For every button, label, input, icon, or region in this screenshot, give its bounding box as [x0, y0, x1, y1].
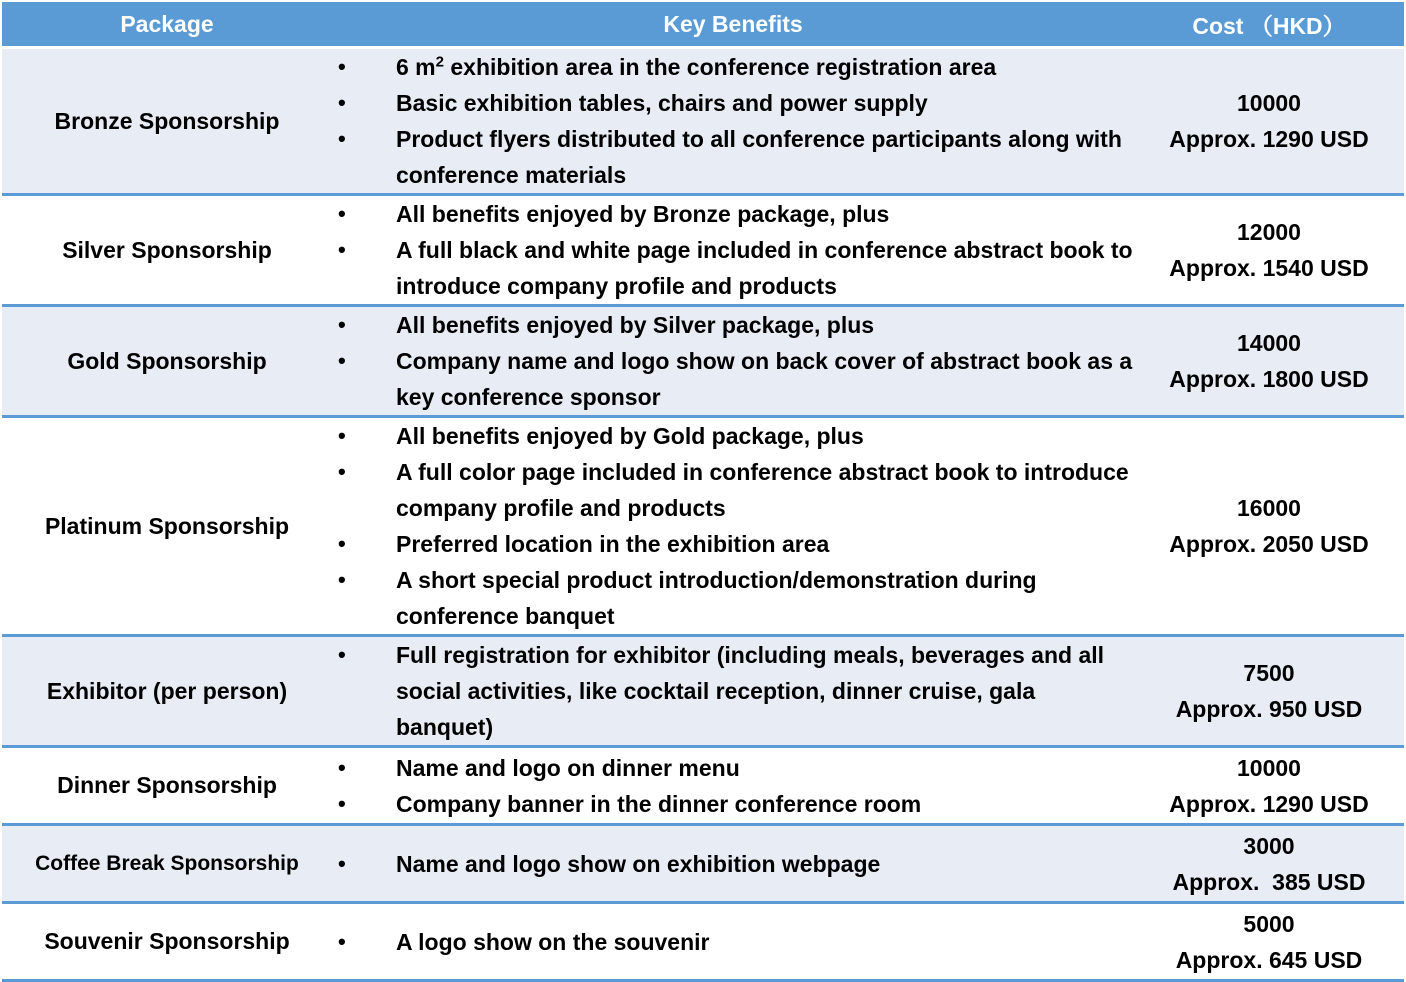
benefits-list: [332, 750, 1134, 822]
benefits-cell: [332, 417, 1134, 636]
package-name: Silver Sponsorship: [2, 195, 332, 306]
cost-usd: Approx. 1290 USD: [1169, 126, 1369, 152]
benefits-cell: [332, 747, 1134, 825]
cost-usd: Approx. 645 USD: [1175, 946, 1363, 973]
benefits-cell: [332, 48, 1134, 195]
benefit-item: • A logo show on the souvenir: [332, 924, 1134, 960]
table-row-silver: [2, 195, 1404, 306]
cost-hkd: 7500: [1243, 660, 1295, 686]
cost-usd: Approx. 385 USD: [1172, 868, 1366, 895]
table-row-bronze: [2, 48, 1404, 195]
cost-hkd: 10000: [1237, 754, 1301, 781]
table-row-gold: [2, 306, 1404, 417]
benefit-item: • All benefits enjoyed by Gold package, plus: [332, 418, 1134, 454]
benefits-list: [332, 49, 1134, 193]
benefits-list: [332, 418, 1134, 634]
sponsorship-table-container: [2, 2, 1404, 982]
table-row-dinner: [2, 747, 1404, 825]
benefits-cell: [332, 306, 1134, 417]
benefit-item: • A full color page included in conference abstract book to introduce company profile and products: [332, 454, 1134, 526]
benefit-item: • Basic exhibition tables, chairs and power supply: [332, 85, 1134, 121]
cost-usd: Approx. 2050 USD: [1169, 531, 1369, 557]
benefits-list: [332, 846, 1134, 882]
cost-cell: [1134, 195, 1404, 306]
cost-cell: [1134, 903, 1404, 981]
cost-cell: [1134, 747, 1404, 825]
benefit-item: • A short special product introduction/demonstration during conference banquet: [332, 562, 1134, 634]
benefits-list: [332, 307, 1134, 415]
table-header-row: [2, 2, 1404, 48]
header-key-benefits: Key Benefits: [332, 2, 1134, 48]
cost-hkd: 12000: [1237, 219, 1301, 245]
cost-hkd: 16000: [1237, 495, 1301, 521]
package-name: Souvenir Sponsorship: [2, 903, 332, 981]
benefit-item: • All benefits enjoyed by Silver package, plus: [332, 307, 1134, 343]
table-row-coffee-break: [2, 825, 1404, 903]
cost-cell: [1134, 48, 1404, 195]
package-name: Gold Sponsorship: [2, 306, 332, 417]
benefit-item: • Preferred location in the exhibition area: [332, 526, 1134, 562]
cost-usd: Approx. 1800 USD: [1169, 366, 1369, 392]
header-package: Package: [2, 2, 332, 48]
package-name: Platinum Sponsorship: [2, 417, 332, 636]
cost-cell: [1134, 306, 1404, 417]
table-row-souvenir: [2, 903, 1404, 981]
cost-usd: Approx. 950 USD: [1175, 696, 1363, 722]
benefits-cell: [332, 825, 1134, 903]
sponsorship-table: [2, 2, 1404, 982]
cost-usd: Approx. 1540 USD: [1169, 255, 1369, 281]
benefit-item: • Company banner in the dinner conference room: [332, 786, 1134, 822]
cost-usd: Approx. 1290 USD: [1169, 790, 1369, 817]
package-name: Bronze Sponsorship: [2, 48, 332, 195]
benefit-area-prefix: 6 m: [396, 54, 436, 80]
benefits-list: [332, 924, 1134, 960]
benefit-item: • Name and logo show on exhibition webpage: [332, 846, 1134, 882]
table-row-exhibitor: [2, 636, 1404, 747]
table-row-platinum: [2, 417, 1404, 636]
header-cost: Cost （HKD）: [1134, 2, 1404, 48]
package-name: Exhibitor (per person): [2, 636, 332, 747]
benefit-area-suffix: exhibition area in the conference registration area: [443, 54, 997, 80]
package-name: Coffee Break Sponsorship: [2, 825, 332, 903]
superscript-2: 2: [435, 53, 444, 71]
benefit-item: • Company name and logo show on back cover of abstract book as a key conference sponsor: [332, 343, 1134, 415]
cost-cell: [1134, 825, 1404, 903]
benefit-item: • A full black and white page included in conference abstract book to introduce company profile and products: [332, 232, 1134, 304]
benefits-cell: [332, 636, 1134, 747]
benefit-item: • Full registration for exhibitor (including meals, beverages and all social activities, like cocktail reception, dinner cruise, gala banquet): [332, 637, 1134, 745]
cost-hkd: 5000: [1243, 910, 1295, 937]
benefit-item: • Name and logo on dinner menu: [332, 750, 1134, 786]
cost-hkd: 14000: [1237, 330, 1301, 356]
cost-cell: [1134, 636, 1404, 747]
benefit-item: • All benefits enjoyed by Bronze package, plus: [332, 196, 1134, 232]
cost-hkd: 3000: [1243, 832, 1295, 859]
cost-cell: [1134, 417, 1404, 636]
benefits-cell: [332, 903, 1134, 981]
cost-hkd: 10000: [1237, 90, 1301, 116]
benefits-list: [332, 637, 1134, 745]
benefits-cell: [332, 195, 1134, 306]
benefits-list: [332, 196, 1134, 304]
package-name: Dinner Sponsorship: [2, 747, 332, 825]
benefit-item: [332, 49, 1134, 85]
benefit-item: • Product flyers distributed to all conference participants along with conference materials: [332, 121, 1134, 193]
